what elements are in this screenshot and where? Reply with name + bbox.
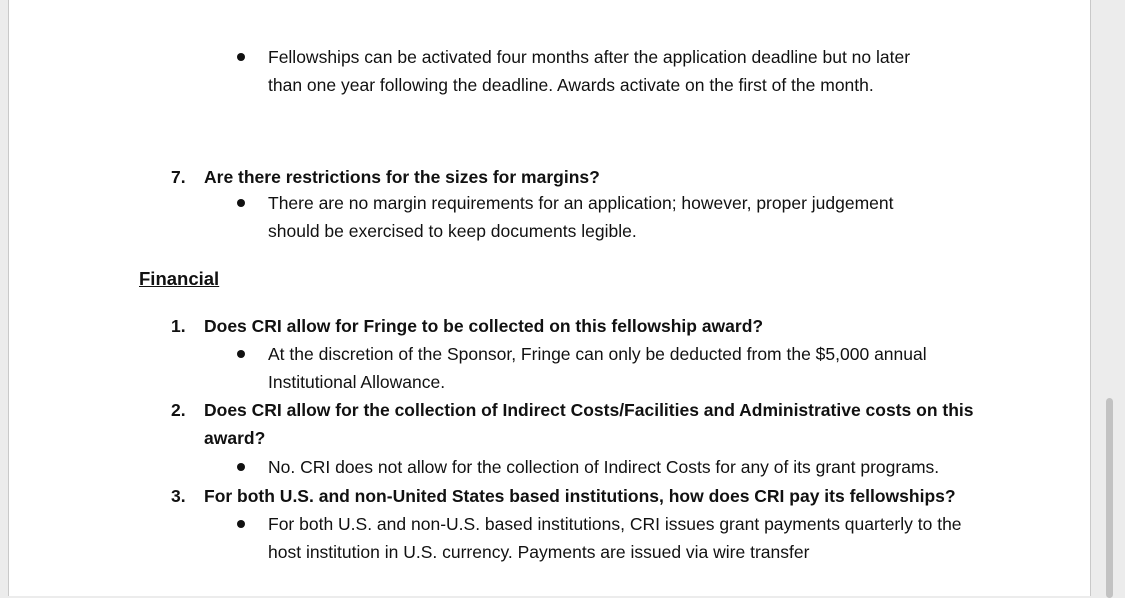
question-number: 2. xyxy=(171,400,186,420)
scrollbar-thumb[interactable] xyxy=(1106,398,1113,598)
bullet-marker xyxy=(237,463,245,471)
bullet-marker xyxy=(237,53,245,61)
question-text: Does CRI allow for Fringe to be collected on this fellowship award? xyxy=(204,316,764,336)
section-heading: Financial xyxy=(139,268,220,289)
question-number: 7. xyxy=(171,167,186,187)
answer-text: should be exercised to keep documents legible. xyxy=(268,221,637,241)
document-page xyxy=(8,0,1091,596)
answer-text: than one year following the deadline. Awards activate on the first of the month. xyxy=(268,75,874,95)
answer-text: At the discretion of the Sponsor, Fringe can only be deducted from the $5,000 annual xyxy=(268,344,927,364)
question-text: Does CRI allow for the collection of Indirect Costs/Facilities and Administrative costs on this xyxy=(204,400,974,420)
answer-text: Institutional Allowance. xyxy=(268,372,446,392)
bullet-marker xyxy=(237,350,245,358)
question-text: award? xyxy=(204,428,266,448)
question-text: For both U.S. and non-United States based institutions, how does CRI pay its fellowships? xyxy=(204,486,956,506)
question-text: Are there restrictions for the sizes for margins? xyxy=(204,167,600,187)
answer-text: Fellowships can be activated four months after the application deadline but no later xyxy=(268,47,911,67)
answer-text: For both U.S. and non-U.S. based institutions, CRI issues grant payments quarterly to the xyxy=(268,514,962,534)
answer-text: There are no margin requirements for an application; however, proper judgement xyxy=(268,193,894,213)
bullet-marker xyxy=(237,520,245,528)
bullet-marker xyxy=(237,199,245,207)
question-number: 3. xyxy=(171,486,186,506)
answer-text: No. CRI does not allow for the collection of Indirect Costs for any of its grant programs. xyxy=(268,457,940,477)
answer-text: host institution in U.S. currency. Payments are issued via wire transfer xyxy=(268,542,810,562)
question-number: 1. xyxy=(171,316,186,336)
